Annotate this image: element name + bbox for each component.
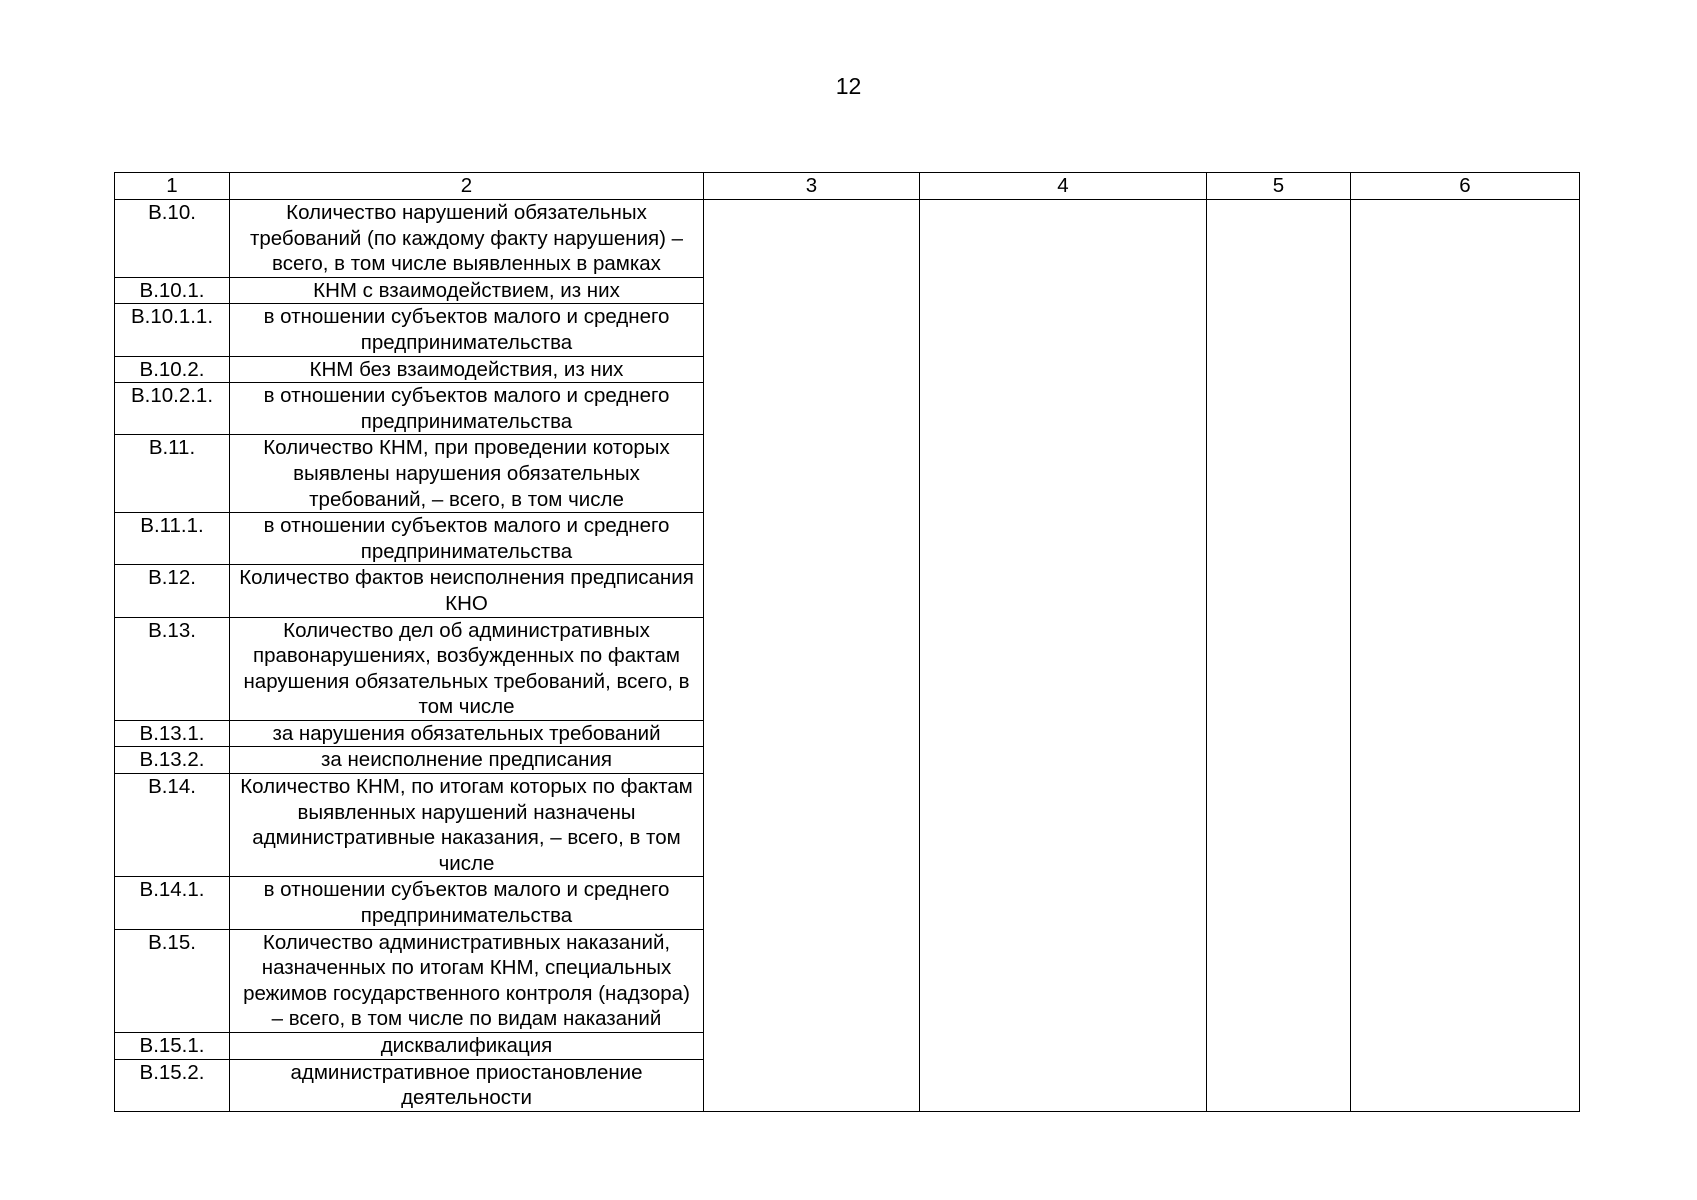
column-header: 6	[1351, 173, 1580, 200]
row-indicator: Количество КНМ, при проведении которых выявлены нарушения обязательных требований, – всего, в том числе	[230, 435, 704, 513]
row-indicator: в отношении субъектов малого и среднего предпринимательства	[230, 304, 704, 356]
value-cell-col-5	[1207, 356, 1351, 383]
value-cell-col-3	[704, 565, 920, 617]
value-cell-col-4	[920, 877, 1207, 929]
value-cell-col-3	[704, 1059, 920, 1111]
value-cell-col-3	[704, 720, 920, 747]
value-cell-col-4	[920, 383, 1207, 435]
value-cell-col-4	[920, 435, 1207, 513]
value-cell-col-6	[1351, 1033, 1580, 1060]
row-indicator: за нарушения обязательных требований	[230, 720, 704, 747]
value-cell-col-6	[1351, 304, 1580, 356]
row-code: В.11.	[115, 435, 230, 513]
row-code: В.15.	[115, 929, 230, 1032]
row-indicator: за неисполнение предписания	[230, 747, 704, 774]
row-indicator: КНМ без взаимодействия, из них	[230, 356, 704, 383]
table-row	[115, 304, 1580, 356]
value-cell-col-4	[920, 617, 1207, 720]
value-cell-col-4	[920, 513, 1207, 565]
table-row	[115, 1059, 1580, 1111]
column-header: 1	[115, 173, 230, 200]
row-indicator: Количество фактов неисполнения предписания КНО	[230, 565, 704, 617]
value-cell-col-5	[1207, 383, 1351, 435]
table-body	[115, 200, 1580, 1112]
value-cell-col-5	[1207, 435, 1351, 513]
value-cell-col-6	[1351, 513, 1580, 565]
value-cell-col-3	[704, 877, 920, 929]
table-row	[115, 747, 1580, 774]
value-cell-col-4	[920, 565, 1207, 617]
row-indicator: Количество КНМ, по итогам которых по фактам выявленных нарушений назначены административные наказания, – всего, в том числе	[230, 774, 704, 877]
value-cell-col-4	[920, 1059, 1207, 1111]
row-code: В.13.1.	[115, 720, 230, 747]
row-indicator: Количество нарушений обязательных требований (по каждому факту нарушения) – всего, в том числе выявленных в рамках	[230, 200, 704, 278]
column-header: 2	[230, 173, 704, 200]
value-cell-col-6	[1351, 383, 1580, 435]
value-cell-col-6	[1351, 435, 1580, 513]
value-cell-col-4	[920, 304, 1207, 356]
value-cell-col-3	[704, 356, 920, 383]
value-cell-col-4	[920, 747, 1207, 774]
value-cell-col-4	[920, 720, 1207, 747]
value-cell-col-5	[1207, 1033, 1351, 1060]
row-code: В.15.1.	[115, 1033, 230, 1060]
value-cell-col-6	[1351, 565, 1580, 617]
value-cell-col-5	[1207, 877, 1351, 929]
table-row	[115, 277, 1580, 304]
table-row	[115, 565, 1580, 617]
column-header: 5	[1207, 173, 1351, 200]
value-cell-col-3	[704, 1033, 920, 1060]
value-cell-col-6	[1351, 747, 1580, 774]
value-cell-col-4	[920, 929, 1207, 1032]
row-code: В.15.2.	[115, 1059, 230, 1111]
column-header: 4	[920, 173, 1207, 200]
row-code: В.13.2.	[115, 747, 230, 774]
table-row	[115, 877, 1580, 929]
table-row	[115, 383, 1580, 435]
value-cell-col-3	[704, 747, 920, 774]
row-code: В.14.	[115, 774, 230, 877]
table-row	[115, 435, 1580, 513]
row-indicator: Количество административных наказаний, назначенных по итогам КНМ, специальных режимов государственного контроля (надзора) – всего, в том числе по видам наказаний	[230, 929, 704, 1032]
value-cell-col-3	[704, 304, 920, 356]
value-cell-col-5	[1207, 565, 1351, 617]
value-cell-col-6	[1351, 617, 1580, 720]
value-cell-col-3	[704, 617, 920, 720]
value-cell-col-5	[1207, 617, 1351, 720]
value-cell-col-3	[704, 435, 920, 513]
row-indicator: КНМ с взаимодействием, из них	[230, 277, 704, 304]
value-cell-col-5	[1207, 1059, 1351, 1111]
row-indicator: административное приостановление деятельности	[230, 1059, 704, 1111]
page-number: 12	[835, 73, 862, 99]
row-code: В.10.	[115, 200, 230, 278]
report-table	[114, 172, 1580, 1112]
table-row	[115, 356, 1580, 383]
row-code: В.10.1.	[115, 277, 230, 304]
table-row	[115, 720, 1580, 747]
value-cell-col-3	[704, 929, 920, 1032]
row-code: В.10.2.	[115, 356, 230, 383]
value-cell-col-5	[1207, 304, 1351, 356]
value-cell-col-4	[920, 1033, 1207, 1060]
value-cell-col-4	[920, 774, 1207, 877]
table-row	[115, 774, 1580, 877]
value-cell-col-6	[1351, 277, 1580, 304]
value-cell-col-3	[704, 200, 920, 278]
value-cell-col-5	[1207, 513, 1351, 565]
table-row	[115, 929, 1580, 1032]
value-cell-col-4	[920, 277, 1207, 304]
value-cell-col-5	[1207, 200, 1351, 278]
value-cell-col-6	[1351, 877, 1580, 929]
value-cell-col-5	[1207, 720, 1351, 747]
value-cell-col-6	[1351, 356, 1580, 383]
row-code: В.12.	[115, 565, 230, 617]
column-header: 3	[704, 173, 920, 200]
table-row	[115, 200, 1580, 278]
value-cell-col-6	[1351, 929, 1580, 1032]
value-cell-col-3	[704, 383, 920, 435]
row-code: В.10.1.1.	[115, 304, 230, 356]
row-code: В.14.1.	[115, 877, 230, 929]
value-cell-col-5	[1207, 277, 1351, 304]
value-cell-col-6	[1351, 774, 1580, 877]
value-cell-col-3	[704, 774, 920, 877]
row-indicator: в отношении субъектов малого и среднего предпринимательства	[230, 877, 704, 929]
row-code: В.13.	[115, 617, 230, 720]
row-code: В.11.1.	[115, 513, 230, 565]
value-cell-col-4	[920, 200, 1207, 278]
value-cell-col-3	[704, 513, 920, 565]
value-cell-col-5	[1207, 929, 1351, 1032]
table-row	[115, 513, 1580, 565]
value-cell-col-3	[704, 277, 920, 304]
value-cell-col-4	[920, 356, 1207, 383]
row-indicator: в отношении субъектов малого и среднего предпринимательства	[230, 513, 704, 565]
value-cell-col-6	[1351, 720, 1580, 747]
value-cell-col-6	[1351, 200, 1580, 278]
row-code: В.10.2.1.	[115, 383, 230, 435]
row-indicator: дисквалификация	[230, 1033, 704, 1060]
row-indicator: Количество дел об административных правонарушениях, возбужденных по фактам нарушения обязательных требований, всего, в том числе	[230, 617, 704, 720]
value-cell-col-5	[1207, 747, 1351, 774]
value-cell-col-6	[1351, 1059, 1580, 1111]
table-row	[115, 617, 1580, 720]
table-row	[115, 1033, 1580, 1060]
header-row	[115, 173, 1580, 200]
row-indicator: в отношении субъектов малого и среднего предпринимательства	[230, 383, 704, 435]
value-cell-col-5	[1207, 774, 1351, 877]
